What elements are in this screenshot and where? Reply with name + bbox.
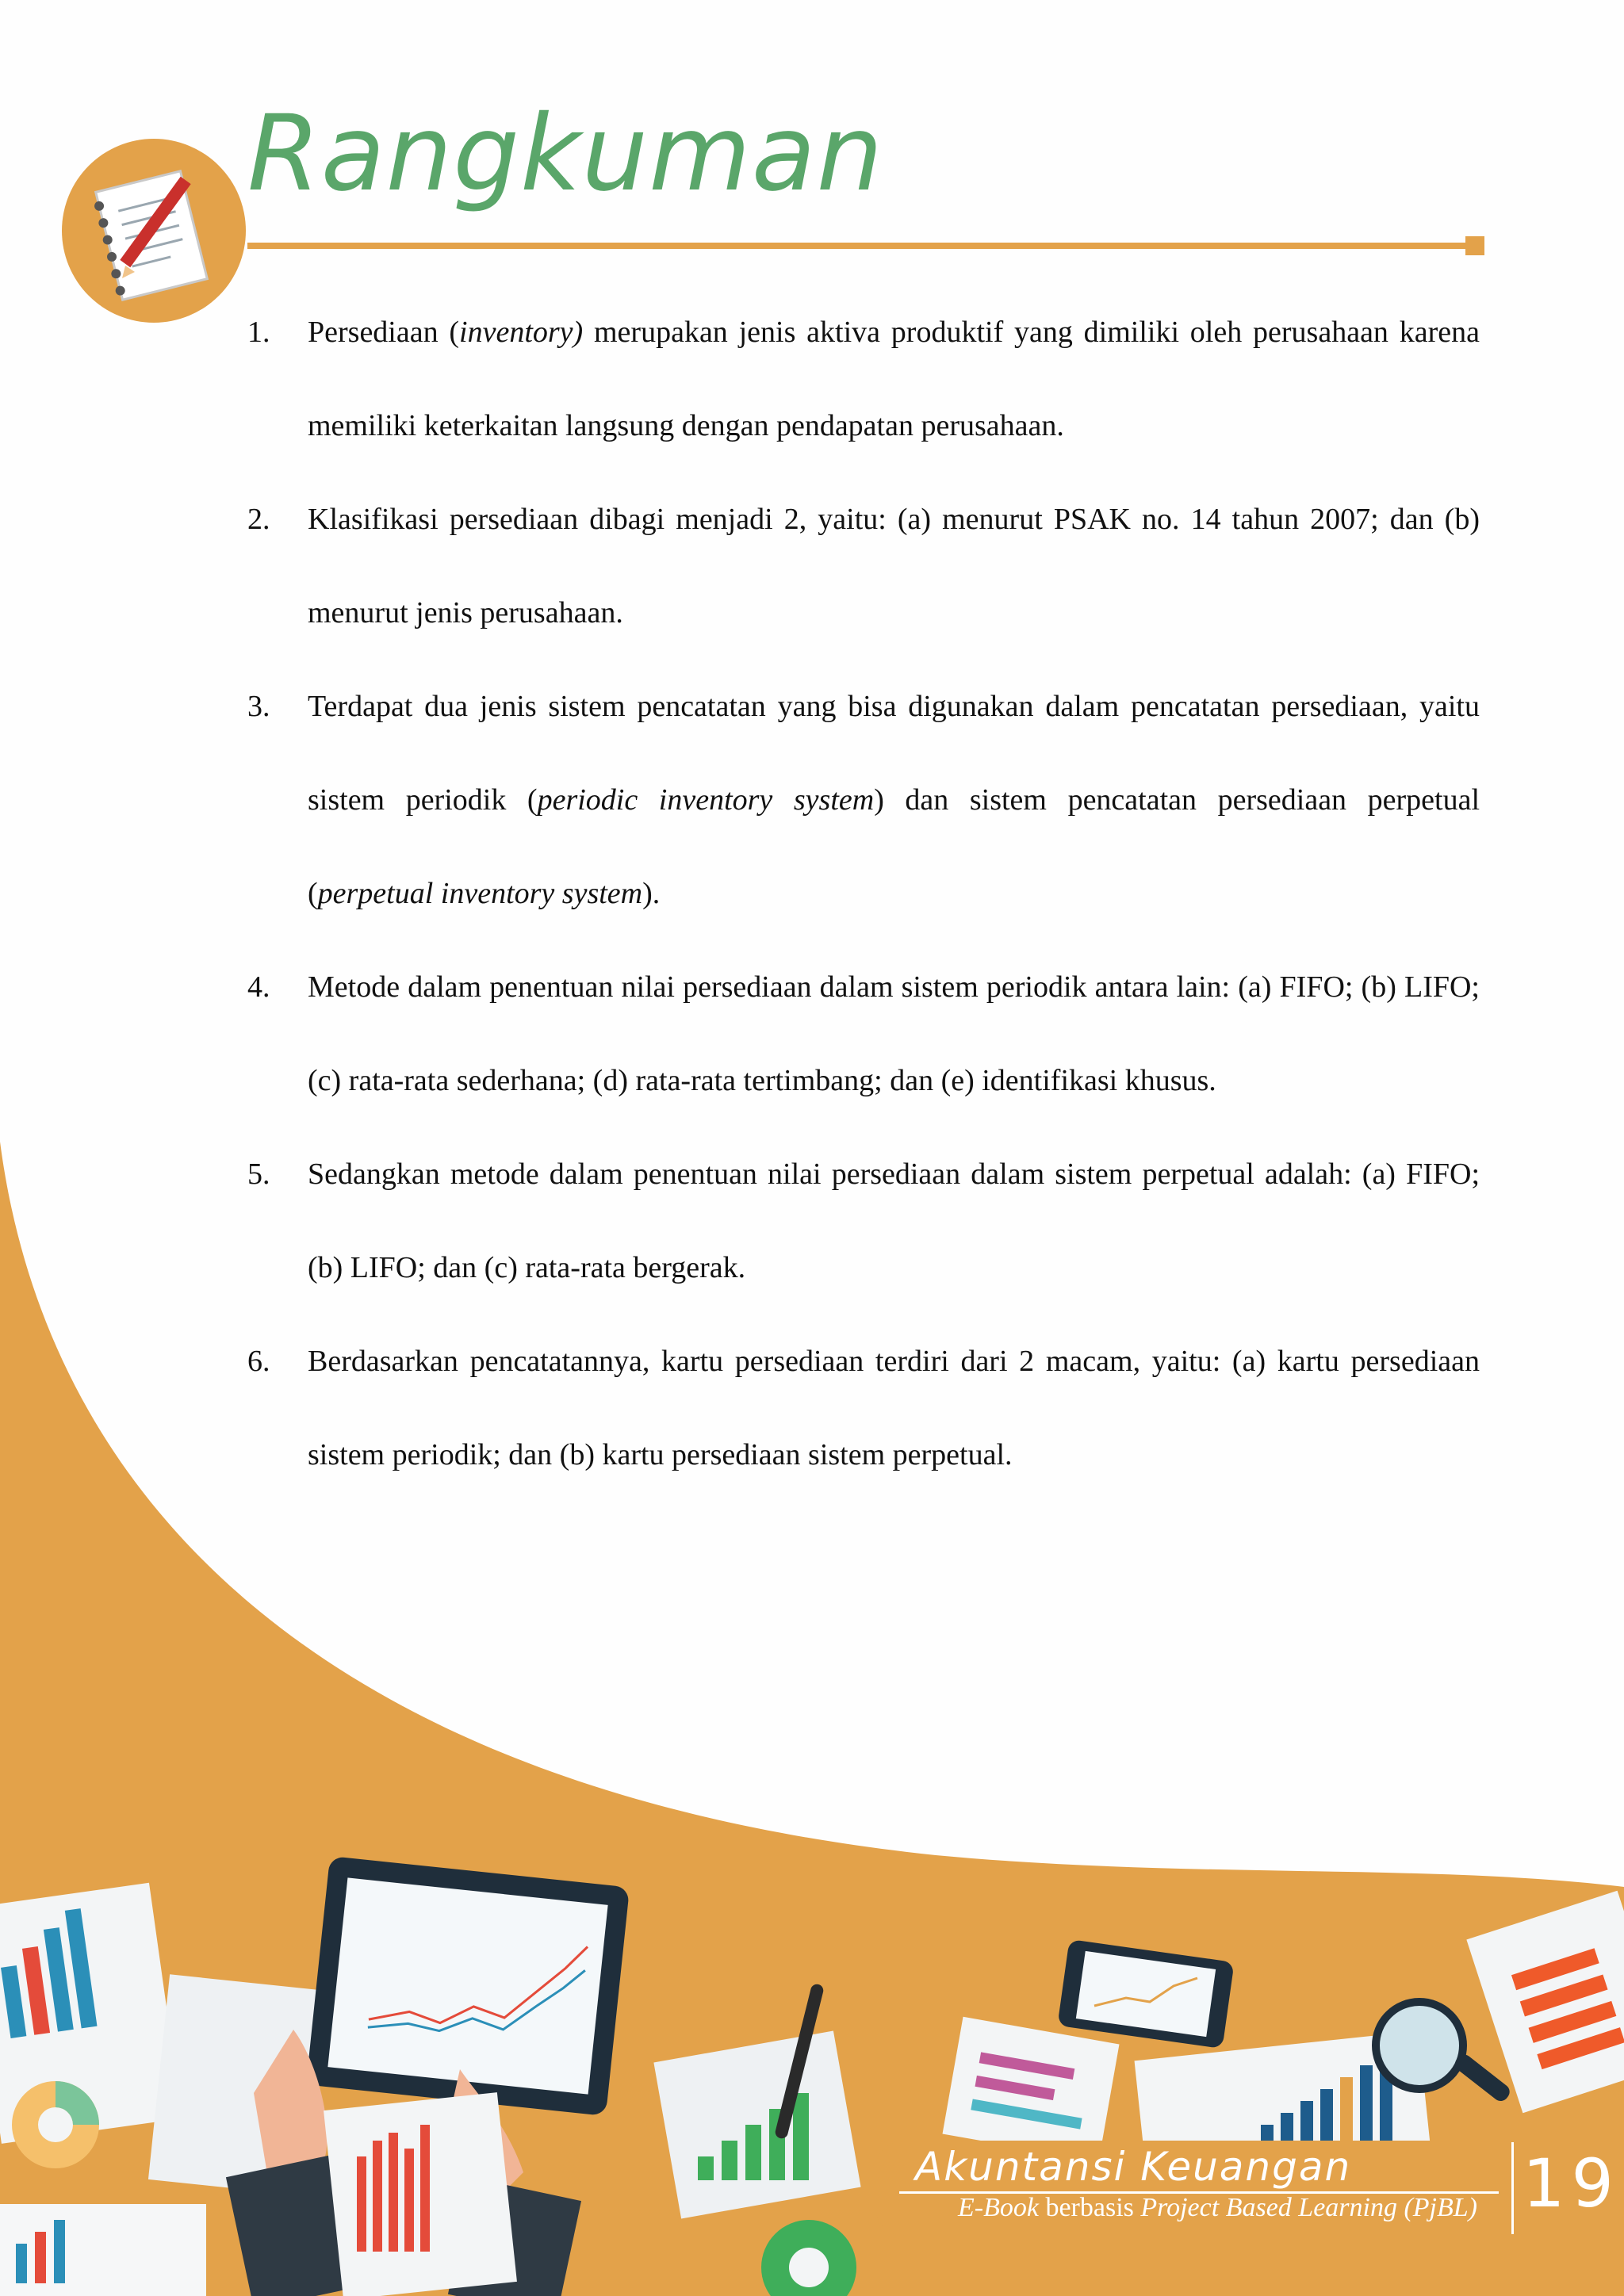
page-title: Rangkuman xyxy=(247,93,884,215)
footer-subtitle-prefix: E-Book xyxy=(958,2193,1039,2222)
summary-item-number: 4. xyxy=(247,970,270,1004)
summary-item-text: Metode dalam penentuan nilai persediaan dalam sistem periodik antara lain: (a) FIFO; (b) LIFO; (c) rata-rata sederhana; (d) rata-rata tertimbang; dan (e) identifikasi khusus. xyxy=(308,970,1480,1097)
summary-item-number: 3. xyxy=(247,690,270,723)
summary-item xyxy=(247,1314,1480,1502)
summary-item-number: 1. xyxy=(247,316,270,349)
summary-item xyxy=(247,940,1480,1127)
notepad-pencil-icon xyxy=(62,139,246,323)
footer-subtitle-italic: Project Based Learning (PjBL) xyxy=(1140,2193,1477,2222)
summary-item-text: periodic inventory system xyxy=(537,783,875,817)
summary-item-text: perpetual inventory system xyxy=(317,877,643,910)
footer-subtitle-middle: berbasis xyxy=(1038,2193,1141,2222)
summary-item-text: ) dan sistem pencatatan persediaan perpetual ( xyxy=(308,783,1480,910)
summary-item-text: ). xyxy=(642,877,661,910)
summary-item xyxy=(247,473,1480,660)
summary-item-number: 2. xyxy=(247,503,270,536)
summary-item-text: Terdapat dua jenis sistem pencatatan yang bisa digunakan dalam pencatatan persediaan, yaitu sistem periodik ( xyxy=(308,690,1480,817)
page-number: 19 xyxy=(1522,2145,1620,2222)
summary-item-text: inventory) xyxy=(459,316,584,349)
summary-list xyxy=(247,285,1480,1502)
summary-item xyxy=(247,285,1480,473)
summary-item-text: Persediaan ( xyxy=(308,316,460,349)
summary-item-text: Berdasarkan pencatatannya, kartu persediaan terdiri dari 2 macam, yaitu: (a) kartu persediaan sistem periodik; dan (b) kartu persediaan sistem perpetual. xyxy=(308,1345,1480,1471)
summary-item-text: merupakan jenis aktiva produktif yang dimiliki oleh perusahaan karena memiliki keterkaitan langsung dengan pendapatan perusahaan. xyxy=(308,316,1480,442)
summary-item xyxy=(247,660,1480,940)
summary-item-text: Sedangkan metode dalam penentuan nilai persediaan dalam sistem perpetual adalah: (a) FIFO; (b) LIFO; dan (c) rata-rata bergerak. xyxy=(308,1158,1480,1284)
title-underline xyxy=(247,243,1475,249)
summary-item xyxy=(247,1127,1480,1314)
footer-divider xyxy=(1511,2142,1514,2234)
summary-item-number: 6. xyxy=(247,1345,270,1378)
footer-book-title: Akuntansi Keuangan xyxy=(915,2144,1352,2190)
title-underline-end xyxy=(1465,236,1484,255)
summary-item-text: Klasifikasi persediaan dibagi menjadi 2, yaitu: (a) menurut PSAK no. 14 tahun 2007; dan (b) menurut jenis perusahaan. xyxy=(308,503,1480,629)
footer-subtitle xyxy=(958,2193,1477,2223)
summary-item-number: 5. xyxy=(247,1158,270,1191)
